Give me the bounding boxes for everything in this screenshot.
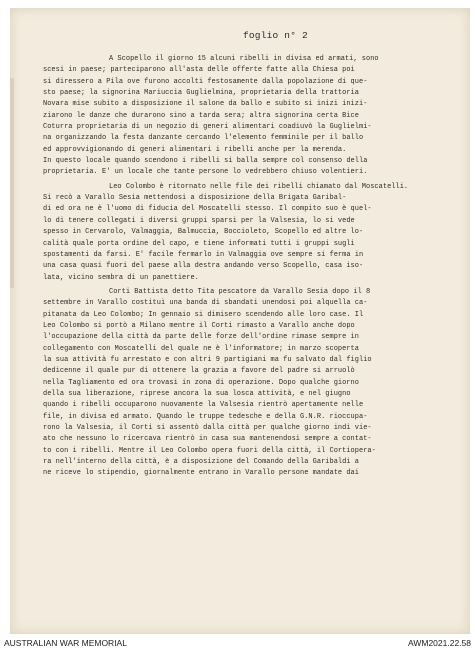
footer-reference: AWM2021.22.58 — [408, 638, 471, 648]
text-line: spesso in Cervarolo, Valmaggia, Balmuccia, Boccioleto, Scopello ed altre lo- — [43, 228, 364, 237]
text-line: ne riceve lo stipendio, giornalmente entrano in Varallo persone mandate dai — [43, 469, 359, 478]
text-line: lo di tenere collegati i diversi gruppi sparsi per la Valsesia, lo si vede — [43, 216, 355, 225]
text-line: to con i ribelli. Mentre il Leo Colombo opera fuori della città, il Cortiopera- — [43, 446, 376, 455]
typed-letter-body — [43, 54, 465, 480]
text-line: settembre in Varallo costituì una banda di sbandati unendosi poi alquella ca- — [43, 299, 368, 308]
text-line: quando i ribelli occuparono nuovamente la Valsesia rientrò apertamente nelle — [43, 401, 364, 410]
text-line: na organizzando la festa danzante cercando l'elemento femminile per il ballo — [43, 134, 364, 143]
page-heading: foglio n° 2 — [243, 30, 308, 41]
text-line: Leo Colombo si portò a Milano mentre il Corti rimasto a Varallo anche dopo — [43, 321, 355, 330]
text-line: pitanata da Leo Colombo; In gennaio si dimisero scendendo alle loro case. Il — [43, 310, 364, 319]
text-line: della sua liberazione, riprese ancora la sua losca attività, e nel giugno — [43, 389, 351, 398]
text-line: sto paese; la signorina Mariuccia Guglielmina, proprietaria della trattoria — [43, 89, 359, 98]
text-line: calità quale porta ordine del capo, e tiene informati tutti i gruppi sugli — [43, 239, 355, 248]
text-line: la sua attività fu arrestato e con altri 9 partigiani ma fu salvato dal figlio — [43, 355, 372, 364]
text-line: spostamenti da farsi. E' facile fermarlo in Valmaggia ove sempre si ferma in — [43, 250, 364, 259]
text-line: Corti Battista detto Tita pescatore da Varallo Sesia dopo il 8 — [109, 287, 371, 296]
text-line: ziarono le danze che durarono sino a tarda sera; altra signorina certa Bice — [43, 111, 359, 120]
text-line: si diressero a Pila ove furono accolti festosamente dalla popolazione di que- — [43, 77, 368, 86]
text-line: lata, vicino sembra di un panettiere. — [43, 273, 199, 282]
text-line: Coturra proprietaria di un negozio di generi alimentari coadiuvò la Guglielmi- — [43, 123, 372, 132]
text-line: file, in divisa ed armato. Quando le truppe tedesche e della G.N.R. rioccupa- — [43, 412, 368, 421]
text-line: l'occupazione della città da parte delle forze dell'ordine rimase sempre in — [43, 333, 359, 342]
text-line: una casa quasi fuori del paese alla destra andando verso Scopello, casa iso- — [43, 262, 364, 271]
text-line: ed approvvigionando di generi alimentari i ribelli anche per la merenda. — [43, 145, 347, 154]
text-line: dedicenne il quale pur di ottenere la grazia a favore del padre si arruolò — [43, 367, 355, 376]
text-line: proprietaria. E' un locale che tante persone lo vedrebbero chiuso volentieri. — [43, 168, 368, 177]
text-line: collegamento con Moscatelli del quale ne è l'informatore; in marzo scoperta — [43, 344, 359, 353]
text-line: di ed ora ne è l'uomo di fiducia del Moscatelli stesso. Il compito suo è quel- — [43, 205, 372, 214]
text-line: A Scopello il giorno 15 alcuni ribelli in divisa ed armati, sono — [109, 55, 379, 63]
text-line: Novara mise subito a disposizione il salone da ballo e subito si inizi inizi- — [43, 100, 368, 109]
text-line: nella Tagliamento ed ora trovasi in zona di operazione. Dopo qualche giorno — [43, 378, 359, 387]
text-line: rono la Valsesia, il Corti si assentò dalla città per qualche giorno indi vie- — [43, 424, 372, 432]
footer-institution: AUSTRALIAN WAR MEMORIAL — [4, 638, 127, 648]
text-line: Si recò a Varallo Sesia mettendosi a disposizione della Brigata Garibal- — [43, 194, 347, 203]
text-line: Leo Colombo è ritornato nelle file dei ribelli chiamato dal Moscatelli. — [109, 182, 409, 191]
text-line: In questo locale quando scendono i ribelli si balla sempre col consenso della — [43, 157, 368, 166]
text-line: ato che nessuno lo ricercava rientrò in casa sua mantenendosi sempre a contat- — [43, 435, 372, 444]
text-line: scesi in paese; parteciparono all'asta delle offerte fatte alla Chiesa poi — [43, 66, 355, 75]
page-edge-tab — [10, 78, 14, 288]
text-line: ra nell'interno della città, è a disposizione del Comando della Garibaldi a — [43, 458, 359, 467]
